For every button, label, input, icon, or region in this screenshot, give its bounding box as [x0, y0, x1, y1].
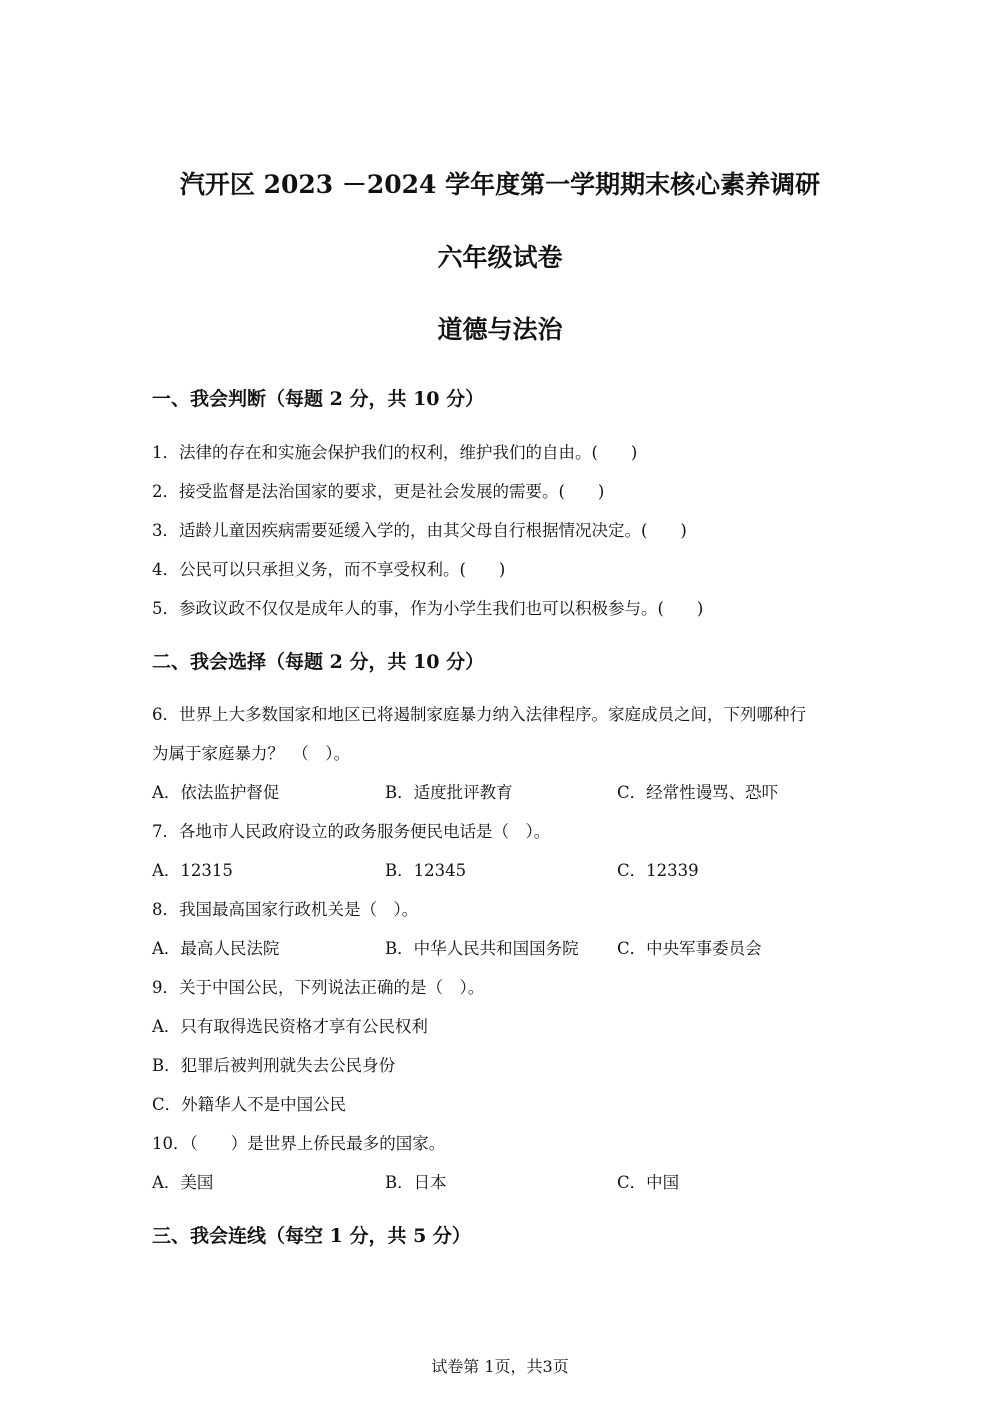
- question-3: 3．适龄儿童因疾病需要延缓入学的，由其父母自行根据情况决定。( ): [152, 521, 687, 540]
- question-6-stem-line-2: 为属于家庭暴力？ （ ）。: [152, 744, 350, 763]
- question-6-stem-line-1: 6．世界上大多数国家和地区已将遏制家庭暴力纳入法律程序。家庭成员之间，下列哪种行: [152, 705, 806, 724]
- grade-title: 六年级试卷: [437, 243, 563, 272]
- question-8-option-a: A．最高人民法院: [152, 939, 280, 958]
- exam-title: 汽开区 2023 －2024 学年度第一学期期末核心素养调研: [179, 170, 821, 199]
- question-10-option-b: B．日本: [385, 1173, 447, 1192]
- question-6-option-a: A．依法监护督促: [152, 783, 280, 802]
- question-2: 2．接受监督是法治国家的要求，更是社会发展的需要。( ): [152, 482, 605, 501]
- question-8-option-c: C．中央军事委员会: [617, 939, 762, 958]
- subject-title: 道德与法治: [437, 315, 563, 344]
- question-5: 5．参政议政不仅仅是成年人的事，作为小学生我们也可以积极参与。( ): [152, 599, 704, 618]
- section-heading-choice: 二、我会选择（每题 2 分，共 10 分）: [152, 651, 485, 673]
- question-9-option-a: A．只有取得选民资格才享有公民权利: [152, 1017, 428, 1036]
- question-6-option-b: B．适度批评教育: [385, 783, 513, 802]
- question-9-stem: 9．关于中国公民，下列说法正确的是（ ）。: [152, 978, 485, 997]
- question-6-option-c: C．经常性谩骂、恐吓: [617, 783, 779, 802]
- question-4: 4．公民可以只承担义务，而不享受权利。( ): [152, 560, 506, 579]
- question-9-option-c: C．外籍华人不是中国公民: [152, 1095, 347, 1114]
- question-9-option-b: B．犯罪后被判刑就失去公民身份: [152, 1056, 396, 1075]
- question-8-option-b: B．中华人民共和国国务院: [385, 939, 579, 958]
- section-heading-matching: 三、我会连线（每空 1 分，共 5 分）: [152, 1225, 471, 1247]
- question-10-option-c: C．中国: [617, 1173, 680, 1192]
- page-footer: 试卷第 1页，共3页: [431, 1357, 569, 1376]
- section-heading-judgement: 一、我会判断（每题 2 分，共 10 分）: [152, 388, 485, 410]
- question-7-option-a: A．12315: [152, 861, 233, 880]
- question-7-option-b: B．12345: [385, 861, 467, 880]
- question-10-option-a: A．美国: [152, 1173, 214, 1192]
- question-1: 1．法律的存在和实施会保护我们的权利，维护我们的自由。( ): [152, 443, 638, 462]
- question-7-option-c: C．12339: [617, 861, 699, 880]
- question-10-stem: 10．（ ）是世界上侨民最多的国家。: [152, 1134, 446, 1153]
- question-8-stem: 8．我国最高国家行政机关是（ ）。: [152, 900, 419, 919]
- question-7-stem: 7．各地市人民政府设立的政务服务便民电话是（ ）。: [152, 822, 551, 841]
